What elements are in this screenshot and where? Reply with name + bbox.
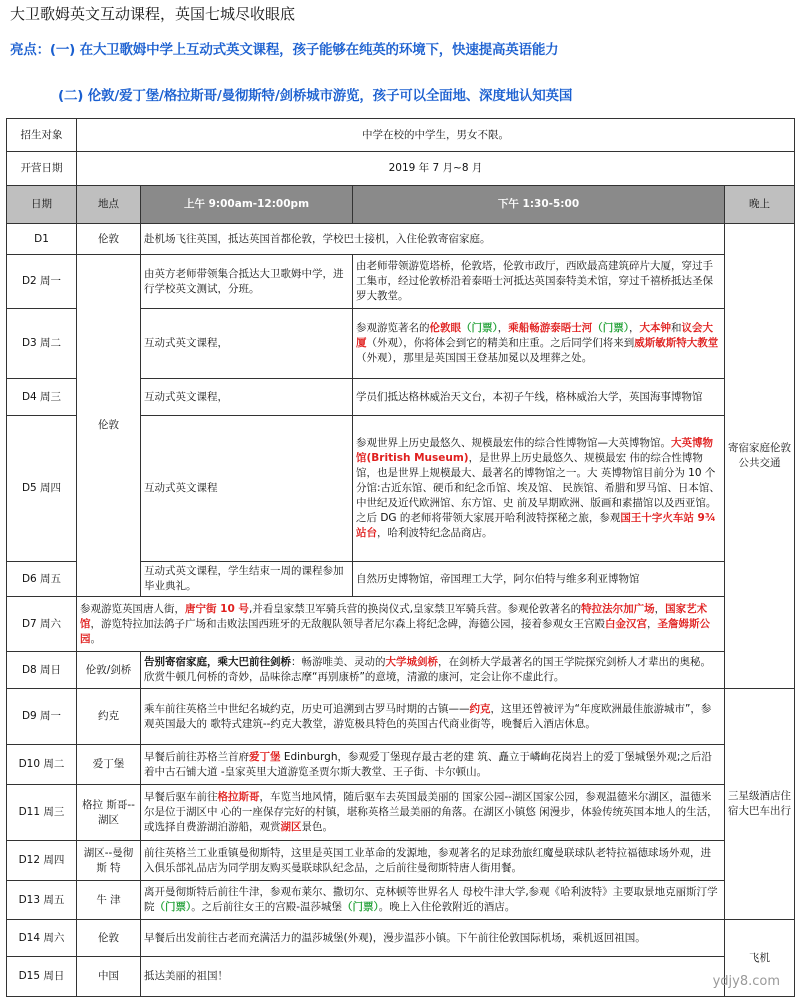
york: 约克 — [469, 702, 491, 715]
am-cell: 互动式英文课程， — [141, 379, 353, 416]
text: 早餐后前往苏格兰首府 — [144, 750, 249, 763]
text: ，哈利波特纪念品商店。 — [377, 527, 493, 539]
schedule-table — [6, 118, 795, 997]
am-cell: 互动式英文课程， — [141, 309, 353, 379]
edinburgh: 爱丁堡 — [249, 750, 281, 763]
header-row — [7, 186, 795, 224]
place-cell: 中国 — [77, 957, 141, 997]
date-label: 开营日期 — [7, 152, 77, 186]
text: 参观世界上历史最悠久、规模最宏伟的综合性博物馆—大英博物馆。 — [356, 437, 671, 449]
text: 离开曼彻斯特后前往牛津，参观布莱尔、撒切尔、克林顿等世界名人 母校牛津大学,参观《哈利波特》主要取景地克丽斯汀学院 — [144, 886, 718, 913]
header-evening: 晚上 — [725, 186, 795, 224]
place-cell: 牛 津 — [77, 881, 141, 920]
header-pm: 下午 1:30-5:00 — [353, 186, 725, 224]
header-am: 上午 9:00am-12:00pm — [141, 186, 353, 224]
day-cell: D12 周四 — [7, 841, 77, 881]
trafalgar-square: 特拉法尔加广场 — [581, 602, 655, 615]
header-place: 地点 — [77, 186, 141, 224]
activity-cell: 早餐后出发前往古老而充满活力的温莎城堡(外观)，漫步温莎小镇。下午前往伦敦国际机场，乘机返回祖国。 — [141, 920, 725, 957]
text: Edinburgh，参观爱丁堡现存最古老的建 筑、矗立于嶙峋花岗岩上的爱丁堡城堡外观;之后沿着中古石铺大道 -皇家英里大道游览圣贾尔斯大教堂、王子街、卡尔顿山。 — [144, 750, 712, 778]
schedule-row-d11 — [7, 785, 795, 841]
text: ，在剑桥大学最著名的国王学院探究剑桥人才辈出的奥秘。欣赏牛顿几何桥的奇妙，品味徐志摩“再别康桥”的意境，清澈的康河，定会让你不虚此行。 — [144, 656, 711, 683]
pm-cell — [353, 309, 725, 379]
pm-cell: 自然历史博物馆，帝国理工大学，阿尔伯特与维多利亚博物馆 — [353, 562, 725, 597]
date-value: 2019 年 7 月~8 月 — [77, 152, 795, 186]
page-title: 大卫歌姆英文互动课程，英国七城尽收眼底 — [10, 5, 296, 23]
text: 乘车前往英格兰中世纪名城约克，历史可追溯到古罗马时期的古镇—— — [144, 702, 470, 715]
am-cell: 互动式英文课程，学生结束一周的课程参加毕业典礼。 — [141, 562, 353, 597]
day-cell: D1 — [7, 224, 77, 255]
activity-cell — [141, 652, 725, 689]
text: 。之后前往女王的宫殿-温莎城堡 — [191, 901, 343, 913]
thames-cruise: 乘船畅游泰晤士河 — [508, 322, 593, 334]
st-james-park: 圣詹姆斯公园 — [80, 617, 710, 645]
day-cell: D2 周一 — [7, 255, 77, 309]
cambridge-town: 大学城剑桥 — [385, 656, 438, 668]
text: （外观），那里是英国国王登基加冕以及埋葬之处。 — [356, 352, 593, 364]
text: ：畅游唯美、灵动的 — [291, 656, 386, 668]
watermark: ydjy8.com — [712, 974, 780, 989]
place-cell: 约克 — [77, 689, 141, 745]
highlight-line-2: (二) 伦敦/爱丁堡/格拉斯哥/曼彻斯特/剑桥城市游览，孩子可以全面地、深度地认知英国 — [58, 88, 573, 104]
schedule-row-d1 — [7, 224, 795, 255]
big-ben: 大本钟 — [639, 322, 671, 334]
text: ,并看皇家禁卫军骑兵营的换岗仪式,皇家禁卫军骑兵营。参观伦敦著名的 — [248, 602, 582, 615]
schedule-row-d14 — [7, 920, 795, 957]
place-cell: 格拉 斯哥--湖区 — [77, 785, 141, 841]
target-value: 中学在校的中学生，男女不限。 — [77, 119, 795, 152]
downing-street: 唐宁街 10 号 — [185, 602, 249, 615]
text: 参观游览著名的 — [356, 322, 430, 334]
ticket-tag: （门票） — [461, 322, 498, 334]
text: ， — [647, 617, 658, 630]
schedule-row-d13 — [7, 881, 795, 920]
text: 告别寄宿家庭，乘大巴前往剑桥 — [144, 656, 291, 668]
activity-cell — [141, 745, 725, 785]
place-cell: 伦敦 — [77, 255, 141, 597]
activity-cell: 抵达美丽的祖国！ — [141, 957, 725, 997]
evening-flight: 飞机 — [725, 920, 795, 997]
schedule-row-d2 — [7, 255, 795, 309]
place-cell: 伦敦 — [77, 224, 141, 255]
evening-hotel: 三星级酒店住宿大巴车出行 — [725, 689, 795, 920]
parliament: 议会大厦 — [356, 322, 713, 349]
schedule-row-d10 — [7, 745, 795, 785]
text: ，游览特拉加法鸽子广场和击败法国西班牙的无敌舰队领导者尼尔森上将纪念碑，海德公园，接着参观女王宫殿 — [90, 617, 605, 630]
place-cell: 爱丁堡 — [77, 745, 141, 785]
text: 。 — [90, 632, 101, 645]
am-cell: 互动式英文课程 — [141, 416, 353, 562]
activity-cell — [141, 881, 725, 920]
text: ， — [654, 602, 666, 615]
header-day: 日期 — [7, 186, 77, 224]
text: ， — [497, 322, 509, 334]
text: 。晚上入住伦敦附近的酒店。 — [378, 901, 516, 913]
am-cell: 由英方老师带领集合抵达大卫歌姆中学，进行学校英文测试，分班。 — [141, 255, 353, 309]
day-cell: D4 周三 — [7, 379, 77, 416]
activity-cell: 赴机场飞往英国，抵达英国首都伦敦，学校巴士接机，入住伦敦寄宿家庭。 — [141, 224, 725, 255]
day-cell: D3 周二 — [7, 309, 77, 379]
text: 和 — [671, 322, 682, 334]
activity-cell — [77, 597, 725, 652]
schedule-row-d9 — [7, 689, 795, 745]
day-cell: D7 周六 — [7, 597, 77, 652]
day-cell: D13 周五 — [7, 881, 77, 920]
day-cell: D6 周五 — [7, 562, 77, 597]
schedule-row-d7 — [7, 597, 795, 652]
place-cell: 湖区--曼彻斯 特 — [77, 841, 141, 881]
text: ，这里还曾被评为“年度欧洲最佳旅游城市”，参观英国最大的 歌特式建筑--约克大教堂，游览极具特色的英国古代商业街等，晚餐后入酒店休息。 — [144, 702, 712, 730]
target-row — [7, 119, 795, 152]
day-cell: D11 周三 — [7, 785, 77, 841]
london-eye-link: 伦敦眼 — [429, 322, 461, 334]
text: 参观游览英国唐人街， — [80, 602, 185, 615]
text: ，车览当地风情，随后驱车去英国最美丽的 国家公园--湖区国家公园，参观温德米尔湖区，温德米尔是位于湖区中 心的一座保存完好的村镇，堪称英格兰最美丽的角落。在湖区小镇悠 闲漫步，体验传统英国本地人的生活，或选择自费游湖泊游船，观赏 — [144, 791, 718, 833]
text: ，是世界上历史最悠久、规模最宏 伟的综合性博物馆，也是世界上规模最大、最著名的博物馆之一。大 英博物馆目前分为 10 个分馆:古近东馆、硬币和纪念币馆、埃及馆、 民族馆、希腊和罗马馆、日本馆、中世纪及近代欧洲馆、东方馆、史 前及早期欧洲、版画和素描馆以及西亚馆。之后 DG 的老师将带领大家展开哈利波特探秘之旅，参观 — [356, 452, 720, 524]
lake-district: 湖区 — [280, 821, 302, 833]
national-gallery: 国家艺术馆 — [80, 602, 708, 630]
text: 早餐后驱车前往 — [144, 791, 218, 803]
pm-cell — [353, 416, 725, 562]
ticket-tag: （门票） — [592, 322, 629, 334]
place-cell: 伦敦 — [77, 920, 141, 957]
target-label: 招生对象 — [7, 119, 77, 152]
text: ， — [629, 322, 640, 334]
day-cell: D9 周一 — [7, 689, 77, 745]
pm-cell: 由老师带领游览塔桥，伦敦塔，伦敦市政厅，西欧最高建筑碎片大厦，穿过手工集市，经过伦敦桥沿着泰晤士河抵达英国泰特美术馆，穿过千禧桥抵达圣保罗大教堂。 — [353, 255, 725, 309]
british-museum: 大英博物馆(British Museum) — [356, 437, 713, 464]
kings-cross: 国王十字火车站 9¾站台 — [356, 512, 716, 539]
ticket-tag: （门票） — [154, 901, 192, 913]
day-cell: D5 周四 — [7, 416, 77, 562]
schedule-row-d8 — [7, 652, 795, 689]
day-cell: D8 周日 — [7, 652, 77, 689]
activity-cell — [141, 785, 725, 841]
pm-cell: 学员们抵达格林威治天文台，本初子午线，格林威治大学，英国海事博物馆 — [353, 379, 725, 416]
day-cell: D10 周二 — [7, 745, 77, 785]
evening-host-family: 寄宿家庭伦敦公共交通 — [725, 224, 795, 689]
place-cell: 伦敦/剑桥 — [77, 652, 141, 689]
schedule-row-d12 — [7, 841, 795, 881]
highlight-line-1: 亮点：(一) 在大卫歌姆中学上互动式英文课程，孩子能够在纯英的环境下，快速提高英语能力 — [10, 42, 559, 58]
text: （外观），你将体会到它的精美和庄重。之后同学们将来到 — [366, 337, 635, 349]
glasgow: 格拉斯哥 — [217, 791, 260, 803]
activity-cell: 前往英格兰工业重镇曼彻斯特，这里是英国工业革命的发源地，参观著名的足球劲旅红魔曼联球队老特拉福德球场外观，进入俱乐部礼品店为同学朋友购买曼联球队纪念品，之后前往曼彻斯特唐人街用餐。 — [141, 841, 725, 881]
text: 景色。 — [301, 821, 333, 833]
date-row — [7, 152, 795, 186]
day-cell: D15 周日 — [7, 957, 77, 997]
westminster-abbey: 威斯敏斯特大教堂 — [634, 337, 719, 349]
activity-cell — [141, 689, 725, 745]
day-cell: D14 周六 — [7, 920, 77, 957]
schedule-row-d15 — [7, 957, 795, 997]
buckingham-palace: 白金汉宫 — [605, 617, 647, 630]
ticket-tag: （门票） — [342, 901, 379, 913]
